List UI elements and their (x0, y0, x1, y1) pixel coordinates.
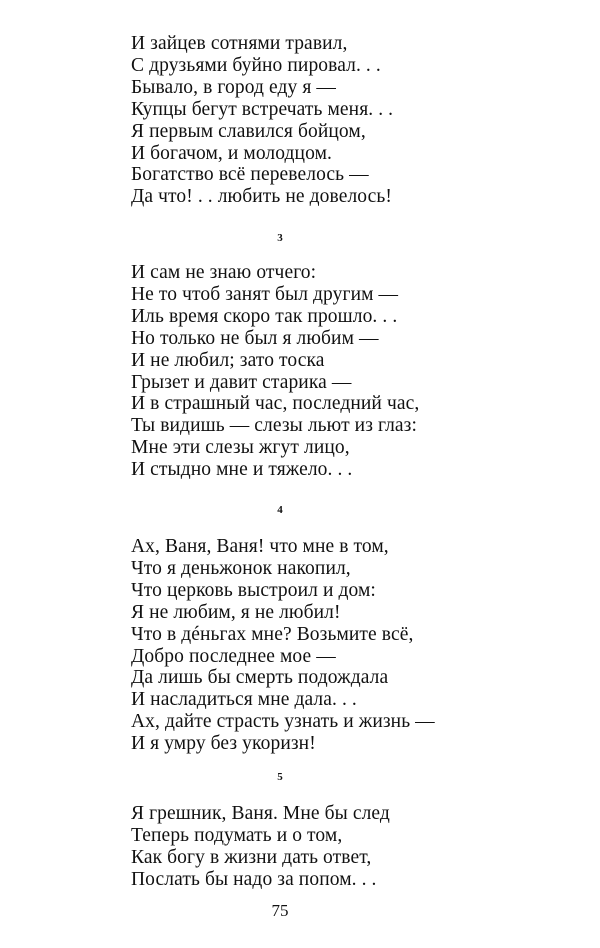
verse-line: И насладиться мне дала. . . (131, 689, 357, 711)
verse-line: Богатство всё перевелось — (131, 164, 369, 186)
stanza-5 (131, 803, 571, 891)
verse-line: Теперь подумать и о том, (131, 824, 343, 846)
verse-line: И в страшный час, последний час, (131, 393, 420, 415)
page-number: 75 (271, 901, 289, 920)
verse-line: Я грешник, Ваня. Мне бы след (131, 803, 390, 824)
stanza-4 (131, 536, 571, 755)
verse-line: Купцы бегут встречать меня. . . (131, 98, 394, 120)
section-number: 4 (277, 504, 283, 516)
verse-line: С друзьями буйно пировал. . . (131, 54, 381, 76)
verse-line: Добро последнее мое — (131, 645, 336, 667)
verse-line: Ах, дайте страсть узнать и жизнь — (131, 711, 435, 733)
verse-line: Как богу в жизни дать ответ, (131, 846, 372, 868)
verse-line: Да лишь бы смерть подождала (131, 667, 389, 689)
verse-line: Иль время скоро так прошло. . . (131, 305, 398, 327)
section-number: 5 (277, 771, 283, 783)
verse-line: Но только не был я любим — (131, 327, 379, 349)
verse-line: Что церковь выстроил и дом: (131, 579, 376, 601)
stanza-3 (131, 262, 571, 481)
verse-line: Да что! . . любить не довелось! (131, 186, 392, 208)
verse-line: И зайцев сотнями травил, (131, 33, 348, 54)
verse-line: Грызет и давит старика — (131, 371, 352, 393)
verse-line: Не то чтоб занят был другим — (131, 283, 399, 305)
verse-line: Что я деньжонок накопил, (131, 557, 351, 579)
verse-line: Ах, Ваня, Ваня! что мне в том, (131, 536, 389, 557)
verse-line: Ты видишь — слезы льют из глаз: (131, 415, 417, 437)
verse-line: И я умру без укоризн! (131, 733, 316, 755)
verse-line: Что в дéньгах мне? Возьмите всё, (131, 623, 414, 645)
verse-line: Я первым славился бойцом, (131, 120, 366, 142)
verse-line: И богачом, и молодцом. (131, 142, 332, 164)
section-number: 3 (277, 232, 283, 244)
stanza-1 (131, 33, 571, 208)
verse-line: И не любил; зато тоска (131, 349, 325, 371)
verse-line: И сам не знаю отчего: (131, 262, 317, 283)
verse-line: Бывало, в город еду я — (131, 76, 336, 98)
verse-line: Мне эти слезы жгут лицо, (131, 437, 350, 459)
verse-line: И стыдно мне и тяжело. . . (131, 459, 353, 481)
verse-line: Послать бы надо за попом. . . (131, 868, 377, 890)
verse-line: Я не любим, я не любил! (131, 601, 341, 623)
